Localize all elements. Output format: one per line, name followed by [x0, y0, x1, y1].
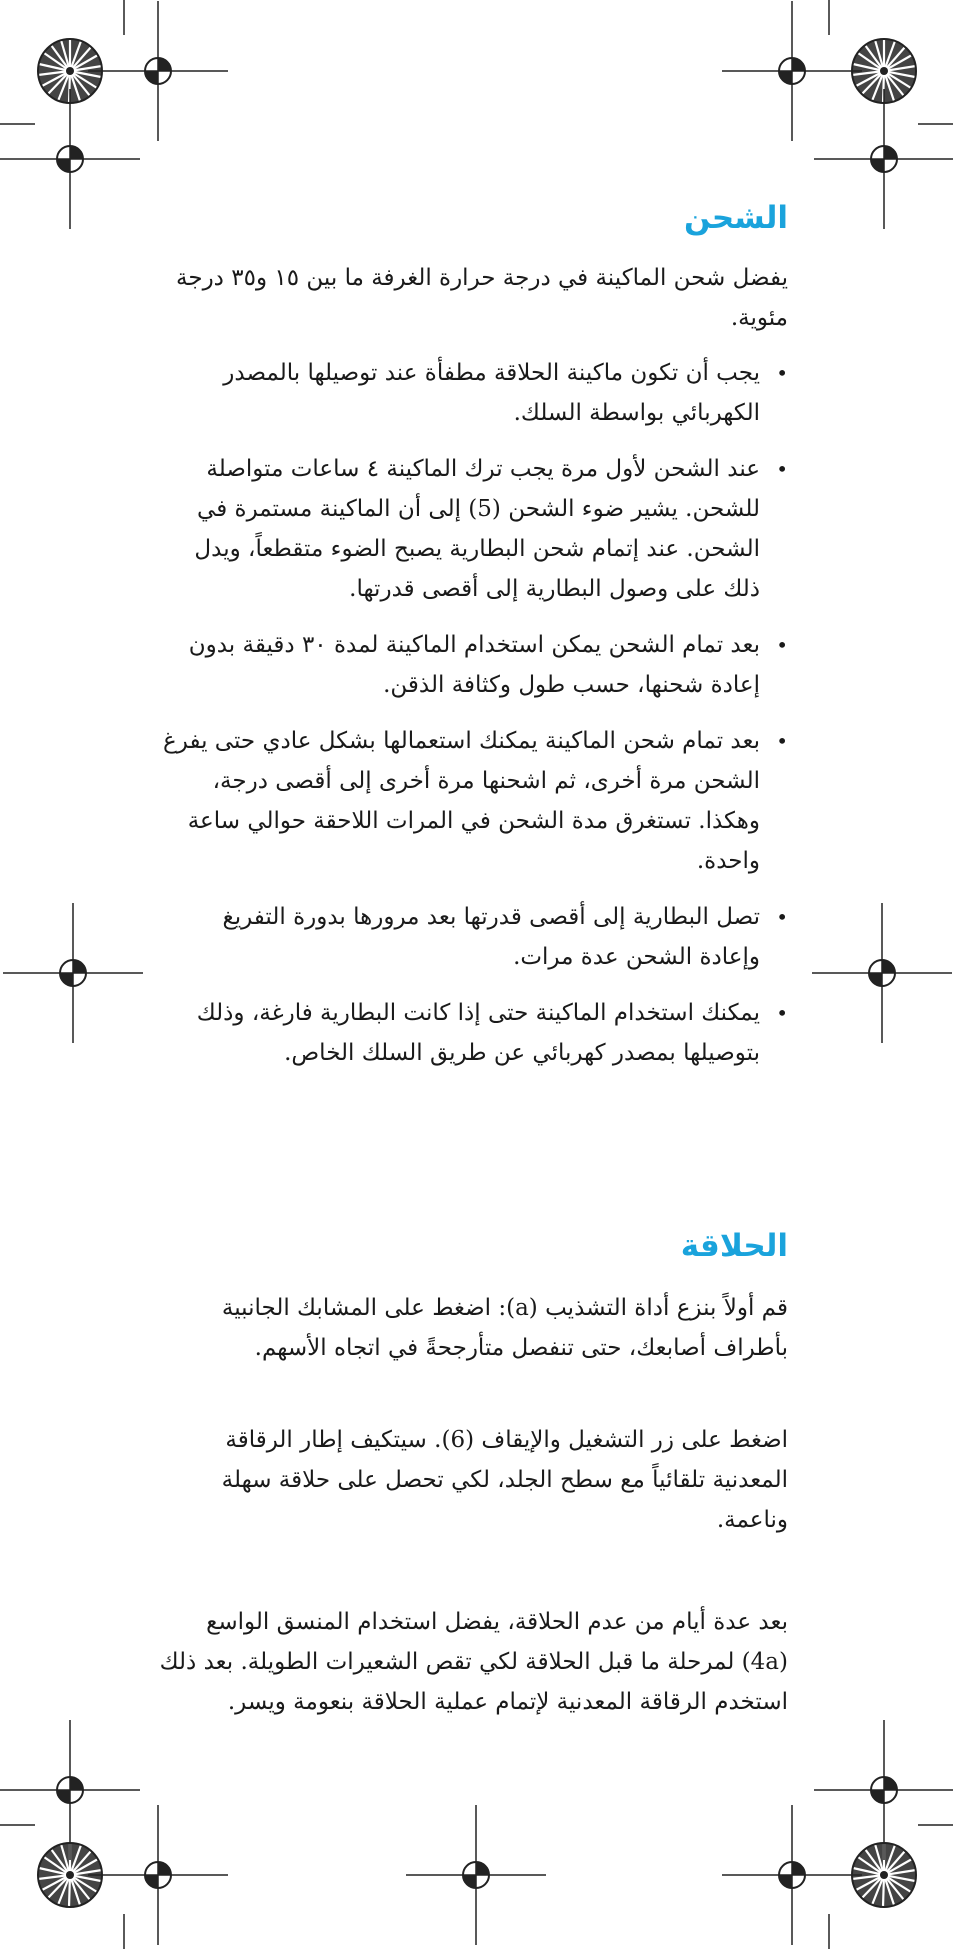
- shaving-paragraph: بعد عدة أيام من عدم الحلاقة، يفضل استخدام المنسق الواسع (4a) لمرحلة ما قبل الحلاقة لكي تقص الشعيرات الطويلة. بعد ذلك استخدم الرقاقة المعدنية لإتمام عملية الحلاقة بنعومة ويسر.: [159, 1609, 788, 1715]
- list-item: • بعد تمام الشحن يمكن استخدام الماكينة لمدة ٣٠ دقيقة بدون إعادة شحنها، حسب طول وكثافة الذقن.: [158, 625, 788, 705]
- list-item: • عند الشحن لأول مرة يجب ترك الماكينة ٤ ساعات متواصلة للشحن. يشير ضوء الشحن (5) إلى أن الماكينة مستمرة في الشحن. عند إتمام شحن البطارية يصبح الضوء متقطعاً، ويدل ذلك على وصول البطارية إلى أقصى قدرتها.: [158, 449, 788, 609]
- charging-bullet-list: [158, 353, 788, 1073]
- list-item: • تصل البطارية إلى أقصى قدرتها بعد مرورها بدورة التفريغ وإعادة الشحن عدة مرات.: [158, 897, 788, 977]
- shaving-paragraph: قم أولاً بنزع أداة التشذيب (a): اضغط على المشابك الجانبية بأطراف أصابعك، حتى تنفصل متأرجحةً في اتجاه الأسهم.: [221, 1295, 788, 1361]
- charging-intro: يفضل شحن الماكينة في درجة حرارة الغرفة ما بين ١٥ و٣٥ درجة مئوية.: [176, 265, 788, 331]
- list-item: • يمكنك استخدام الماكينة حتى إذا كانت البطارية فارغة، وذلك بتوصيلها بمصدر كهربائي عن طريق السلك الخاص.: [158, 993, 788, 1073]
- list-item: • بعد تمام شحن الماكينة يمكنك استعمالها بشكل عادي حتى يفرغ الشحن مرة أخرى، ثم اشحنها مرة أخرى إلى أقصى درجة، وهكذا. تستغرق مدة الشحن في المرات اللاحقة حوالي ساعة واحدة.: [158, 721, 788, 881]
- shaving-heading: الحلاقة: [680, 1228, 788, 1264]
- shaving-paragraph: اضغط على زر التشغيل والإيقاف (6). سيتكيف إطار الرقاقة المعدنية تلقائياً مع سطح الجلد، لكي تحصل على حلاقة سهلة وناعمة.: [221, 1427, 788, 1533]
- list-item: • يجب أن تكون ماكينة الحلاقة مطفأة عند توصيلها بالمصدر الكهربائي بواسطة السلك.: [158, 353, 788, 433]
- charging-heading: الشحن: [683, 200, 788, 236]
